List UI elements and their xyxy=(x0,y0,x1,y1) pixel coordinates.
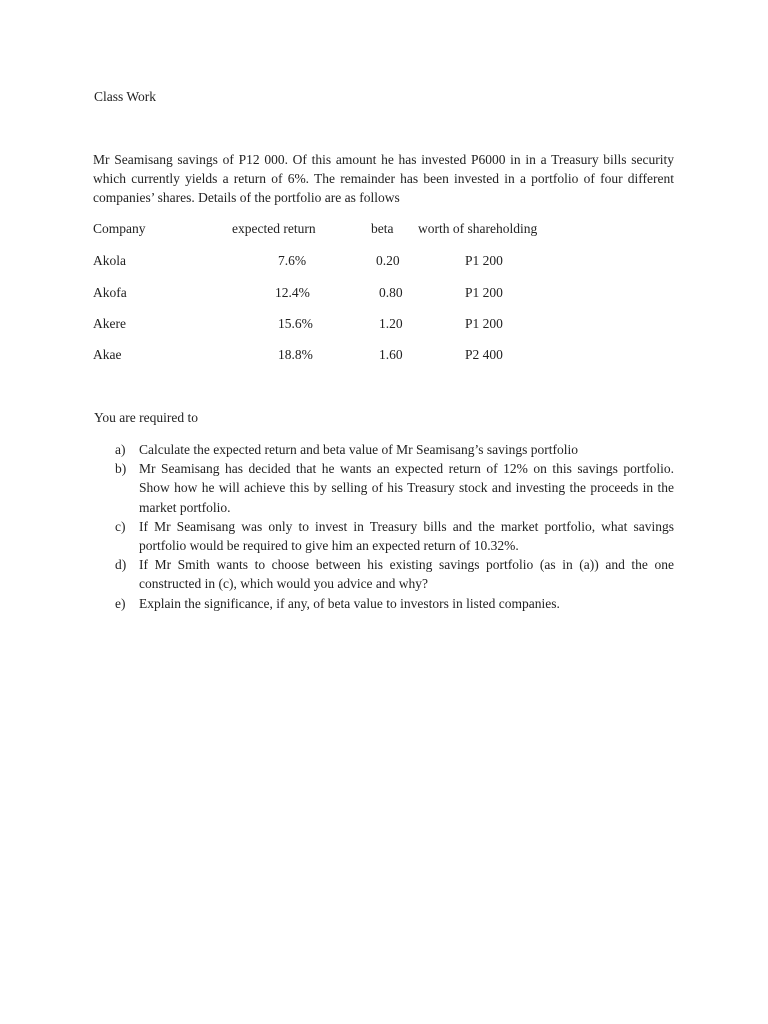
table-cell-beta: 0.80 xyxy=(379,285,403,300)
table-cell-company: Akere xyxy=(93,316,126,331)
table-header-company: Company xyxy=(93,221,146,236)
intro-body: Mr Seamisang savings of P12 000. Of this amount he has invested P6000 in in a Treasury bills security which currently yields a return of 6%. The remainder has been invested in a xyxy=(93,152,674,186)
question-text: Explain the significance, if any, of beta value to investors in listed companies. xyxy=(139,595,560,611)
intro-last-line: portfolio of four different companies’ shares. Details of the portfolio are as follows xyxy=(93,171,675,205)
table-cell-beta: 1.60 xyxy=(379,347,403,362)
question-list xyxy=(93,440,674,613)
table-header-worth: worth of shareholding xyxy=(418,221,538,236)
required-intro: You are required to xyxy=(94,410,198,425)
table-cell-beta: 1.20 xyxy=(379,316,403,331)
question-text: If Mr Seamisang was only to invest in Treasury bills and the market portfolio, what savings portfolio would be required to give him an expected return of 10.32%. xyxy=(139,518,674,554)
table-cell-company: Akae xyxy=(93,347,122,362)
question-marker: d) xyxy=(115,557,127,573)
question-marker: b) xyxy=(115,461,127,477)
table-cell-worth: P1 200 xyxy=(465,285,503,300)
question-item xyxy=(93,517,674,555)
table-cell-worth: P1 200 xyxy=(465,253,503,268)
question-item xyxy=(93,555,674,593)
table-header-expected-return: expected return xyxy=(232,221,316,236)
question-text: If Mr Smith wants to choose between his existing savings portfolio (as in (a)) and the one constructed in (c), which would you advice and why? xyxy=(139,557,674,592)
table-header-beta: beta xyxy=(371,221,394,236)
question-text: Mr Seamisang has decided that he wants an expected return of 12% on this savings portfolio. Show how he will achieve this by selling of his Treasury stock and investing the proceeds in the market portfolio. xyxy=(139,461,674,515)
table-cell-expected-return: 7.6% xyxy=(278,253,307,268)
question-item xyxy=(93,440,674,459)
question-text: Calculate the expected return and beta value of Mr Seamisang’s savings portfolio xyxy=(139,442,578,457)
question-marker: e) xyxy=(115,595,126,611)
table-cell-company: Akofa xyxy=(93,285,127,300)
table-cell-company: Akola xyxy=(93,253,126,268)
document-heading: Class Work xyxy=(94,89,157,104)
table-cell-expected-return: 15.6% xyxy=(278,316,313,331)
table-cell-expected-return: 12.4% xyxy=(275,285,310,300)
question-marker: a) xyxy=(115,442,126,457)
table-cell-beta: 0.20 xyxy=(376,253,400,268)
question-item xyxy=(93,594,674,613)
question-item xyxy=(93,459,674,517)
table-cell-worth: P1 200 xyxy=(465,316,503,331)
question-marker: c) xyxy=(115,518,126,534)
portfolio-table xyxy=(0,0,768,380)
table-cell-expected-return: 18.8% xyxy=(278,347,313,362)
table-cell-worth: P2 400 xyxy=(465,347,503,362)
